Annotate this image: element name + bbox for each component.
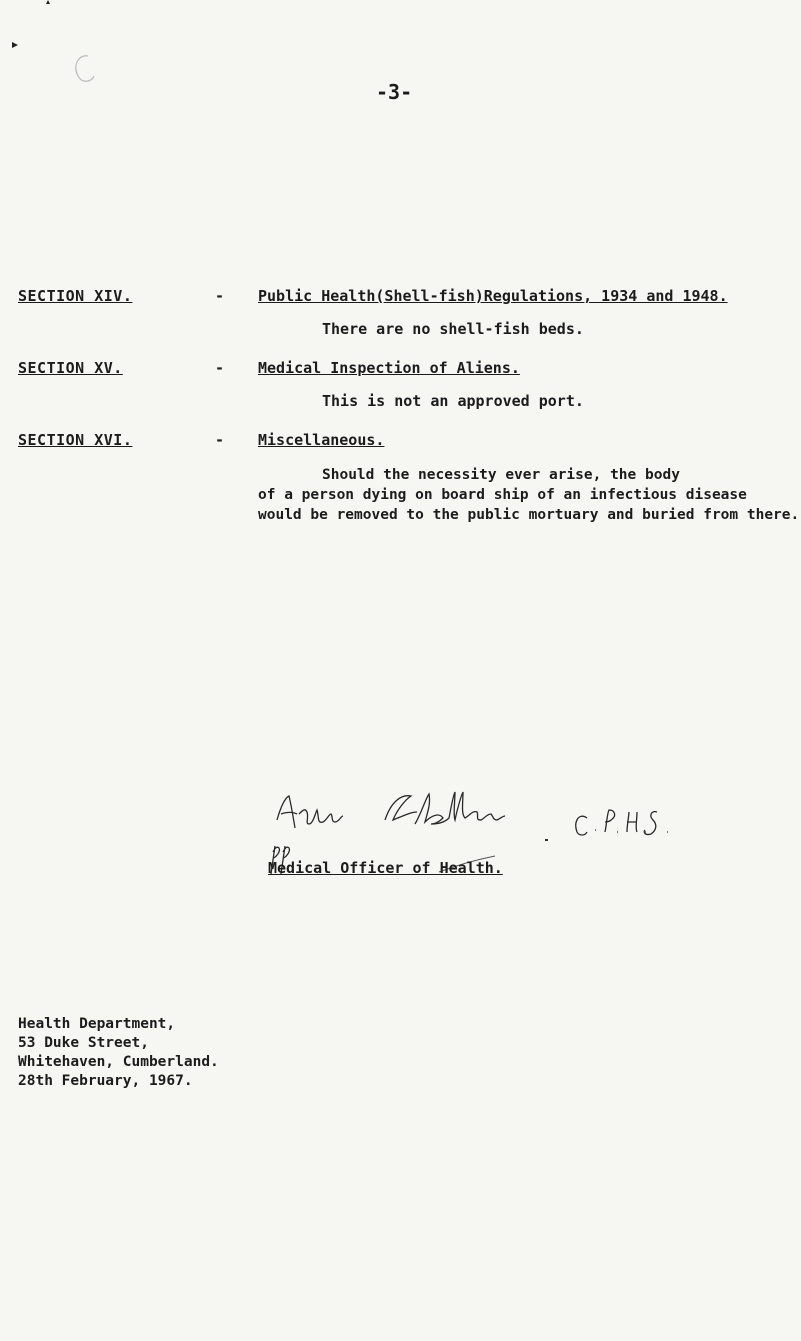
misc-paragraph-line: would be removed to the public mortuary and buried from there. — [258, 507, 800, 523]
section-text: There are no shell-fish beds. — [322, 320, 584, 338]
section-label: SECTION XIV. — [18, 287, 133, 305]
page-number: -3- — [376, 80, 413, 104]
section-title: Public Health(Shell-fish)Regulations, 1934 and 1948. — [258, 287, 728, 305]
misc-paragraph-line: of a person dying on board ship of an infectious disease — [258, 487, 747, 503]
signature-title: Medical Officer of Health. — [268, 859, 503, 877]
address-line: 28th February, 1967. — [18, 1073, 193, 1089]
section-dash: - — [215, 287, 225, 305]
binder-hole-mark — [0, 0, 120, 100]
section-dash: - — [215, 431, 225, 449]
misc-paragraph-line: Should the necessity ever arise, the body — [322, 467, 680, 483]
section-dash: - — [215, 359, 225, 377]
section-label: SECTION XV. — [18, 359, 123, 377]
address-line: Health Department, — [18, 1016, 176, 1032]
address-line: 53 Duke Street, — [18, 1035, 149, 1051]
section-title: Medical Inspection of Aliens. — [258, 359, 520, 377]
section-text: This is not an approved port. — [322, 392, 584, 410]
address-line: Whitehaven, Cumberland. — [18, 1054, 219, 1070]
address-block — [18, 1015, 219, 1091]
section-title: Miscellaneous. — [258, 431, 385, 449]
section-label: SECTION XVI. — [18, 431, 133, 449]
